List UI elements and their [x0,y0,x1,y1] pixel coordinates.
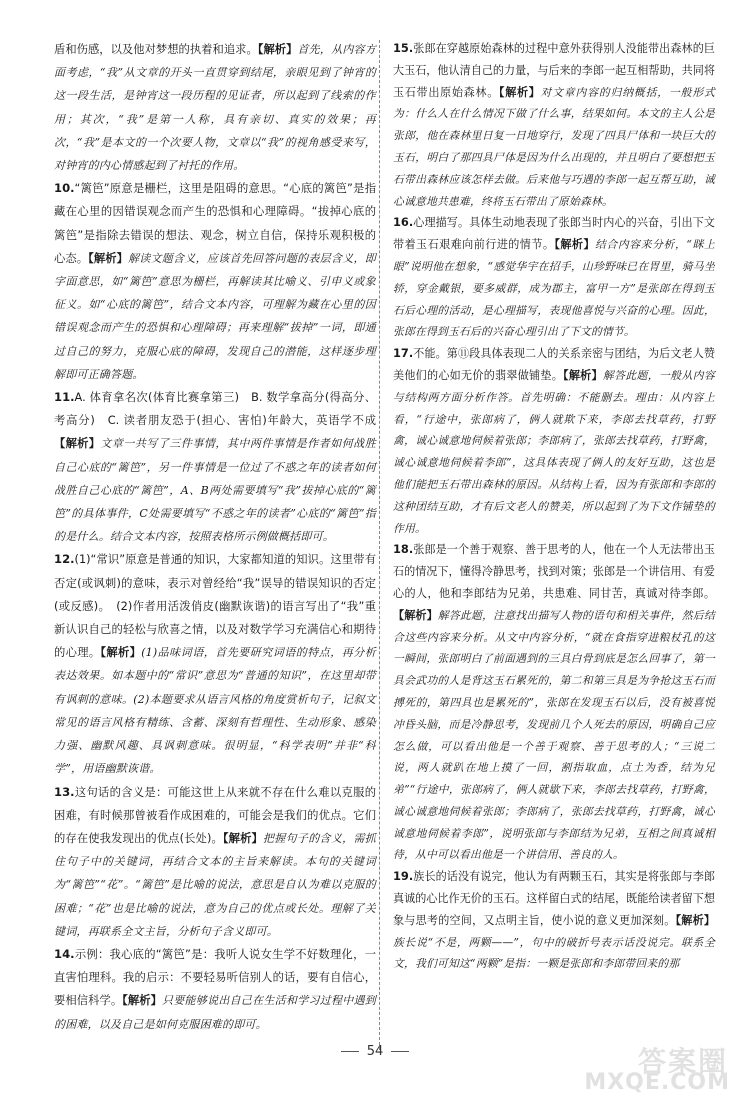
analysis-text: 族长说“不是，两颗——”，句中的破折号表示话没说完。联系全文，我们可知这“两颗”是指：一颗是张郎和李郎带回来的那 [393,935,715,971]
analysis-tag: 【解析】 [122,994,162,1008]
answer-text: “篱笆”原意是栅栏，这里是阻碍的意思。“心底的篱笆”是指藏在心里的因错误观念而产生的恐惧和心理障碍。“拔掉心底的篱笆”是指除去错误的想法、观念，树立自信，保持乐观积极的心态。 [54,182,376,265]
answer-item [393,539,715,866]
analysis-tag: 【解析】 [554,238,595,252]
analysis-tag: 【解析】 [675,913,715,927]
answer-text: 心理描写。具体生动地表现了张郎当时内心的兴奋，引出下文带着玉石艰难向前行进的情节。 [393,216,715,252]
watermark-logo [584,1040,734,1096]
answer-item [54,177,376,386]
question-number: 12. [54,552,75,567]
footer-dash-right [391,1051,409,1052]
answer-text: 这句话的含义是：可能这世上从来就不存在什么难以克服的困难，有时候那曾被看作成困难的，可能会是我们的优点。它们的存在使我发现出的优点(长处)。 [54,785,376,845]
analysis-text: 文章一共写了三件事情，其中两件事情是作者如何战胜自己心底的“篱笆”，另一件事情是一位过了不惑之年的读者如何战胜自己心底的“篱笆”，A、B两处需要填写“我”拔掉心底的“篱笆”的具体事件，C处需要填写“不惑之年的读者”心底的“篱笆”指的是什么。结合文本内容，按照表格所示例做概括即可。 [54,437,376,544]
right-column [393,38,715,975]
answer-text: A. 体育拿名次(体育比赛拿第三) B. 数学拿高分(得高分、考高分) C. 读者朋友恐于(担心、害怕)年龄大，英语学不成 [54,391,376,428]
question-number: 17. [393,346,414,361]
answer-text: 不能。第⑪段具体表现二人的关系亲密与团结，为后文老人赞美他们的心如无价的翡翠做铺垫。 [393,347,715,382]
analysis-text: (1)品味词语，首先要研究词语的特点，再分析表达效果。如本题中的“常识”意思为“普通的知识”，在这里却带有讽刺的意味。(2)本题要求从语言风格的角度赏析句子，记叙文常见的语言风格有精练、含蓄、深刻有哲理性、生动形象、感染力强、幽默风趣、具讽刺意味。很明显，“科学表明”并非“科学”，用语幽默诙谐。 [54,646,376,776]
answer-text: 盾和伤感，以及他对梦想的执着和追求。 [54,43,258,56]
analysis-tag: 【解析】 [88,251,128,265]
answer-text: 张郎在穿越原始森林的过程中意外获得别人没能带出森林的巨大玉石，他认清自己的力量，与后来的李郎一起互相帮助，共同将玉石带出原始森林。 [393,42,715,99]
question-number: 13. [54,784,75,799]
analysis-text: 对文章内容的归纳概括，一般形式为：什么人在什么情况下做了什么事，结果如何。本文的主人公是张郎，他在森林里日复一日地穿行，发现了四具尸体和一块巨大的玉石，明白了那四具尸体是因为什么出现的，并且明白了要想把玉石带出森林应该怎样去做。后来他与巧遇的李郎一起互帮互助，诚心诚意地共患难，终将玉石带出了原始森林。 [393,85,715,208]
analysis-tag: 【解析】 [498,85,541,99]
analysis-text: 解答此题，一般从内容与结构两方面分析作答。首先明确：不能删去。理由：从内容上看，“行途中，张郎病了，俩人就欺下来，李郎去找草药，打野禽，诚心诚意地伺候着张郎；李郎病了，张郎去找草药，打野禽，诚心诚意地伺候着李郎”，这具体表现了俩人的友好互助，这也是他们能把玉石带出森林的原因。从结构上看，因为有张郎和李郎的这种团结互助，才有后文老人的赞美，所以起到了为下文作铺垫的作用。 [393,368,715,535]
analysis-text: 只要能够说出自己在生活和学习过程中遇到的困难，以及自己是如何克服困难的即可。 [54,994,376,1031]
answer-text: 族长的话没有说完，他认为有两颗玉石，其实是将张郎与李郎真诚的心比作无价的玉石。这样留白式的结尾，既能给读者留下想象与思考的空间，又点明主旨，使小说的意义更加深刻。 [393,870,715,927]
answer-item [54,781,376,943]
analysis-tag: 【解析】 [257,43,298,56]
question-number: 14. [54,946,75,961]
analysis-text: 把握句子的含义，需抓住句子中的关键词，再结合文本的主旨来解读。本句的关键词为“篱笆”“花”。“篱笆”是比喻的说法，意思是自认为难以克服的困难；“花”也是比喻的说法，意为自己的优点或长处。理解了关键词，再联系全文主旨，分析句子含义即可。 [54,831,376,938]
answer-item [393,866,715,975]
question-number: 16. [393,215,414,230]
column-divider [379,40,380,1050]
analysis-tag: 【解析】 [393,608,438,622]
question-number: 15. [393,41,414,55]
analysis-tag: 【解析】 [563,368,603,382]
answer-item [54,38,376,177]
analysis-tag: 【解析】 [100,646,142,660]
answer-item [393,38,715,212]
question-number: 11. [54,390,75,405]
footer-dash-left [341,1051,359,1052]
answer-item [54,943,376,1036]
watermark-line1: 答案圈 [637,1045,728,1078]
question-number: 10. [54,181,75,196]
page-number: 54 [366,1044,384,1059]
answer-item [393,343,715,539]
answer-item [54,386,376,548]
watermark-line2: MXQE.COM [584,1070,730,1095]
left-column [54,38,376,1036]
answer-item [393,212,715,343]
analysis-text: 首先，从内容方面考虑，“我”从文章的开头一直贯穿到结尾，亲眼见到了钟宵的这一段生活，是钟宵这一段历程的见证者，所以起到了线索的作用；其次，“我”是第一人称，具有亲切、真实的效果；再次，“我”是本文的一个次要人物，文章以“我”的视角感受来写，对钟宵的内心情感起到了衬托的作用。 [54,43,376,173]
analysis-text: 解读文题含义，应该首先回答问题的表层含义，即字面意思，如“篱笆”意思为栅栏，再解读其比喻义、引申义或象征义。如“心底的篱笆”，结合文本内容，可理解为藏在心里的因错误观念而产生的恐惧和心理障碍；再来理解“拔掉”一词，即通过自己的努力，克服心底的障碍，发现自己的潜能，这样逐步理解即可正确答题。 [54,251,376,381]
answer-text: 示例：我心底的“篱笆”是：我听人说女生学不好数理化，一直害怕理科。我的启示：不要轻易听信别人的话，要有自信心，要相信科学。 [54,947,376,1008]
answer-text: (1)“常识”原意是普通的知识，大家都知道的知识。这里带有否定(或讽刺)的意味，表示对曾经给“我”误导的错误知识的否定(或反感)。 (2)作者用活泼俏皮(幽默诙谐)的语言写出了“我”重新认识自己的轻松与欣喜之情，以及对数学学习充满信心和期待的心理。 [54,553,376,660]
analysis-tag: 【解析】 [222,831,263,845]
question-number: 19. [393,869,414,884]
question-number: 18. [393,542,414,557]
answer-item [54,548,376,780]
answer-text: 张郎是一个善于观察、善于思考的人，他在一个人无法带出玉石的情况下，懂得冷静思考，找到对策；张郎是一个讲信用、有爱心的人，他和李郎结为兄弟，共患难、同甘苦，真诚对待李郎。 [393,543,715,600]
analysis-text: 结合内容来分析，“眯上眼”说明他在想象，“感觉华宇在招手，山珍野味已在胃里，骑马坐轿，穿金戴银，要多威群，成为郡主，富甲一方”是张郎在得到玉石后心理的活动，是心理描写，表现他喜悦与兴奋的心理。因此，张郎在得到玉石后的兴奋心理引出了下文的情节。 [393,238,715,339]
analysis-tag: 【解析】 [54,437,101,451]
analysis-text: 解答此题，注意找出描写人物的语句和相关事件，然后结合这些内容来分析。从文中内容分析，“就在食指穿进粮杖孔的这一瞬间，张郎明白了前面遇到的三具白骨到底是怎么回事了，第一具会武功的人是背这玉石累死的，第二和第三具是为争抢这玉石而搏死的，第四具也是累死的”，张郎在发现玉石以后，没有被喜悦冲昏头脑，而是冷静思考，发现前几个人死去的原因，明确自己应怎么做，可以看出他是一个善于观察、善于思考的人；“三说二说，两人就趴在地上摸了一回，割指取血，点土为香，结为兄弟”“行途中，张郎病了，俩人就歇下来，李郎去找草药，打野禽，诚心诚意地伺候着张郎；李郎病了，张郎去找草药，打野禽，诚心诚意地伺候着李郎”，说明张郎与李郎结为兄弟，互相之间真诚相待，从中可以看出他是一个讲信用、善良的人。 [393,608,715,862]
